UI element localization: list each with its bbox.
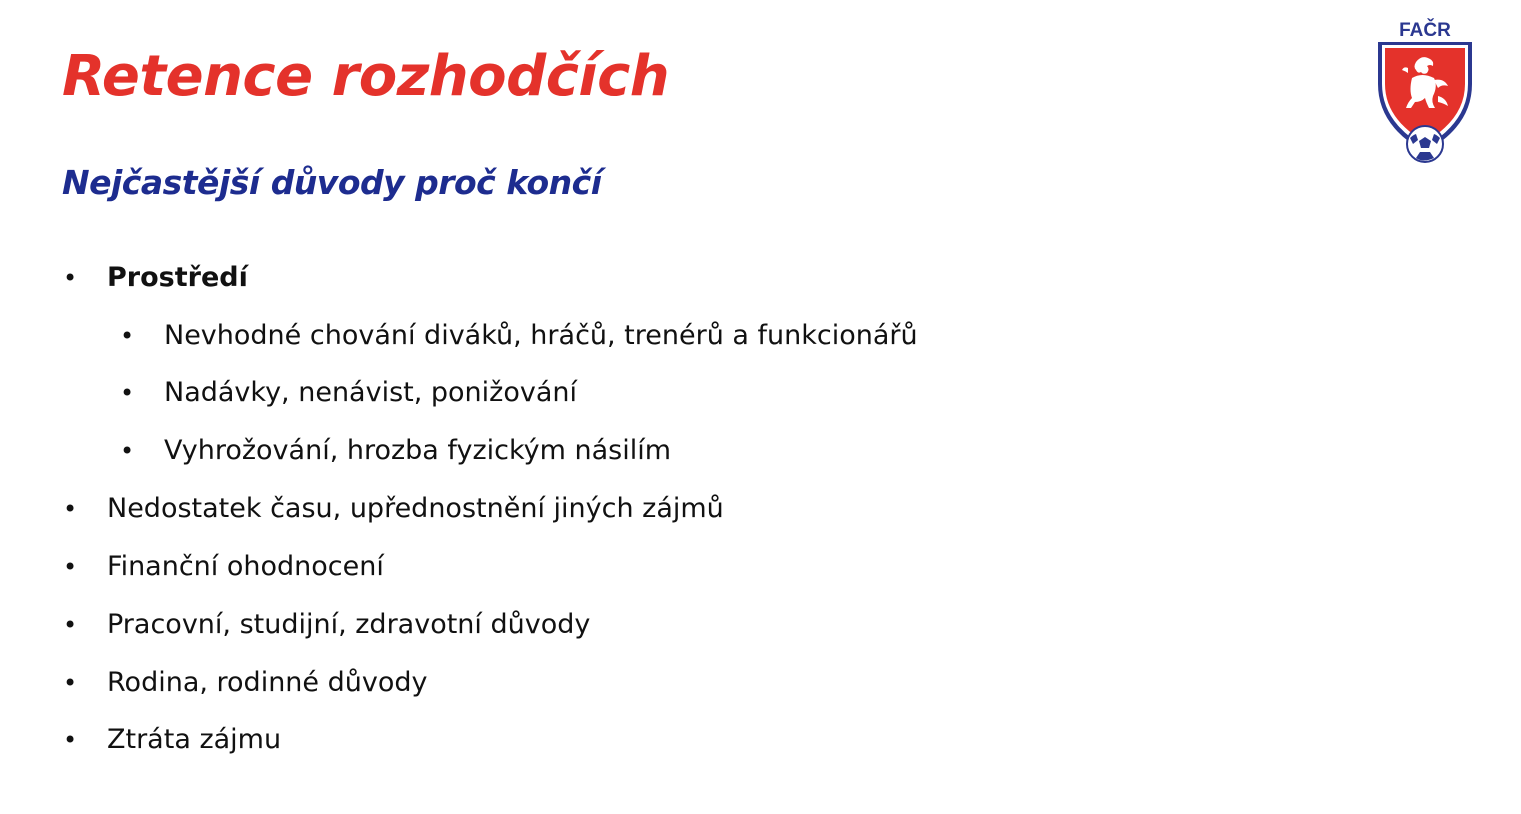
slide-subtitle: Nejčastější důvody proč končí <box>62 163 602 202</box>
bullet-dot: • <box>63 611 78 639</box>
bullet-dot: • <box>120 437 135 465</box>
list-item: • Ztráta zájmu <box>107 722 281 758</box>
bullet-dot: • <box>120 379 135 407</box>
list-item: • Prostředí <box>107 260 248 296</box>
bullet-dot: • <box>63 553 78 581</box>
list-item: • Rodina, rodinné důvody <box>107 665 427 701</box>
logo-text: FAČR <box>1399 20 1451 41</box>
slide-title: Retence rozhodčích <box>62 44 670 109</box>
list-item: • Pracovní, studijní, zdravotní důvody <box>107 607 590 643</box>
list-item: • Nadávky, nenávist, ponižování <box>164 375 577 411</box>
bullet-dot: • <box>63 264 78 292</box>
bullet-dot: • <box>63 495 78 523</box>
bullet-dot: • <box>63 669 78 697</box>
bullet-dot: • <box>63 726 78 754</box>
bullet-dot: • <box>120 322 135 350</box>
list-item: • Vyhrožování, hrozba fyzickým násilím <box>164 433 671 469</box>
list-item: • Finanční ohodnocení <box>107 549 384 585</box>
facr-logo-icon <box>1370 18 1480 168</box>
list-item: • Nevhodné chování diváků, hráčů, trenérů a funkcionářů <box>164 318 918 354</box>
list-item: • Nedostatek času, upřednostnění jiných zájmů <box>107 491 724 527</box>
